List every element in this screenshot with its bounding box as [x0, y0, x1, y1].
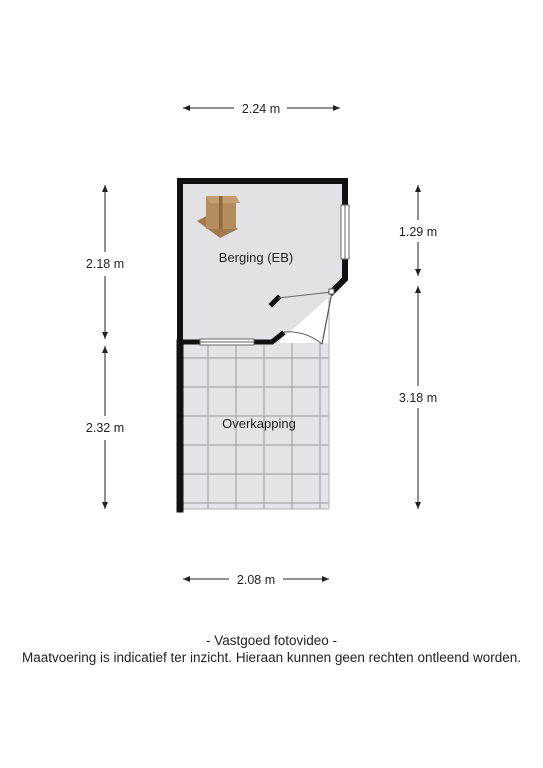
dimension-label: 3.18 m [398, 391, 438, 405]
dimension-left-upper [86, 185, 124, 339]
dimension-label: 1.29 m [398, 225, 438, 239]
measurement-disclaimer: Maatvoering is indicatief ter inzicht. Hieraan kunnen geen rechten ontleend worden. [21, 650, 522, 665]
dimension-right-lower [399, 286, 437, 509]
dimension-top-width [183, 102, 340, 116]
canopy-room-label: Overkapping [222, 416, 296, 431]
storage-room-label: Berging (EB) [218, 250, 294, 265]
dimension-right-upper [399, 185, 437, 276]
dimension-bottom-width [183, 573, 329, 587]
dimension-label: 2.08 m [236, 573, 276, 587]
dimension-label: 2.18 m [85, 257, 125, 271]
dimension-label: 2.24 m [241, 102, 281, 116]
dimension-left-lower [86, 346, 124, 509]
dimension-label: 2.32 m [85, 421, 125, 435]
photographer-credit: - Vastgoed fotovideo - [205, 633, 338, 648]
